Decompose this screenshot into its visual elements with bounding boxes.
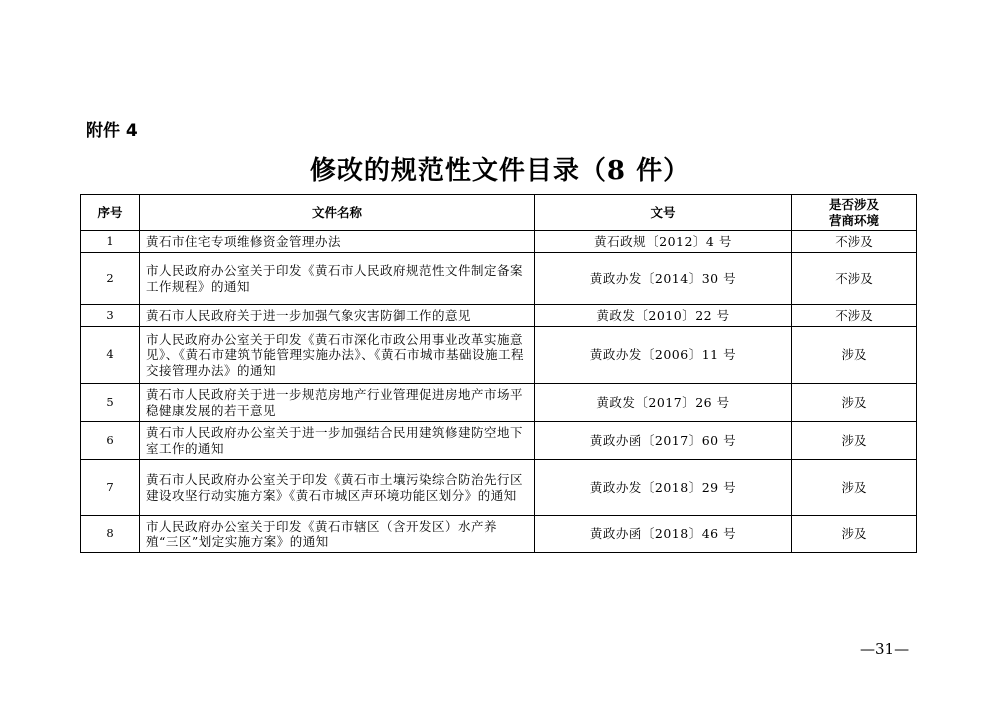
cell-serial-no: 5 bbox=[81, 384, 140, 422]
document-title: 修改的规范性文件目录（8 件） bbox=[309, 156, 691, 186]
cell-business-environment: 不涉及 bbox=[792, 253, 917, 305]
cell-business-environment: 不涉及 bbox=[792, 231, 917, 253]
cell-serial-no: 1 bbox=[81, 231, 140, 253]
table-row bbox=[81, 460, 917, 516]
table-row bbox=[81, 327, 917, 384]
cell-file-name: 黄石市人民政府办公室关于印发《黄石市土壤污染综合防治先行区建设攻坚行动实施方案》《黄石市城区声环境功能区划分》的通知 bbox=[140, 460, 535, 516]
cell-file-name: 市人民政府办公室关于印发《黄石市辖区（含开发区）水产养殖“三区”划定实施方案》的通知 bbox=[140, 516, 535, 553]
cell-document-number: 黄政办函〔2017〕60 号 bbox=[535, 422, 792, 460]
cell-serial-no: 3 bbox=[81, 305, 140, 327]
cell-business-environment: 涉及 bbox=[792, 327, 917, 384]
cell-file-name: 市人民政府办公室关于印发《黄石市人民政府规范性文件制定备案工作规程》的通知 bbox=[140, 253, 535, 305]
cell-file-name: 黄石市人民政府关于进一步加强气象灾害防御工作的意见 bbox=[140, 305, 535, 327]
cell-document-number: 黄政办发〔2006〕11 号 bbox=[535, 327, 792, 384]
attachment-label: 附件 4 bbox=[86, 121, 138, 141]
header-document-number: 文号 bbox=[535, 195, 792, 231]
cell-document-number: 黄政发〔2017〕26 号 bbox=[535, 384, 792, 422]
cell-file-name: 黄石市人民政府办公室关于进一步加强结合民用建筑修建防空地下室工作的通知 bbox=[140, 422, 535, 460]
cell-file-name: 市人民政府办公室关于印发《黄石市深化市政公用事业改革实施意见》、《黄石市建筑节能管理实施办法》、《黄石市城市基础设施工程交接管理办法》的通知 bbox=[140, 327, 535, 384]
cell-business-environment: 涉及 bbox=[792, 422, 917, 460]
table-row bbox=[81, 231, 917, 253]
page-number: —31— bbox=[860, 640, 910, 658]
cell-business-environment: 涉及 bbox=[792, 384, 917, 422]
cell-business-environment: 不涉及 bbox=[792, 305, 917, 327]
cell-document-number: 黄政办发〔2014〕30 号 bbox=[535, 253, 792, 305]
header-business-environment-line2: 营商环境 bbox=[828, 212, 879, 228]
table-header-row bbox=[81, 195, 917, 231]
cell-file-name: 黄石市人民政府关于进一步规范房地产行业管理促进房地产市场平稳健康发展的若干意见 bbox=[140, 384, 535, 422]
cell-document-number: 黄政办函〔2018〕46 号 bbox=[535, 516, 792, 553]
cell-business-environment: 涉及 bbox=[792, 460, 917, 516]
cell-serial-no: 8 bbox=[81, 516, 140, 553]
cell-serial-no: 4 bbox=[81, 327, 140, 384]
file-catalog-table bbox=[80, 194, 917, 553]
table-row bbox=[81, 305, 917, 327]
cell-serial-no: 6 bbox=[81, 422, 140, 460]
cell-business-environment: 涉及 bbox=[792, 516, 917, 553]
cell-file-name: 黄石市住宅专项维修资金管理办法 bbox=[140, 231, 535, 253]
header-file-name: 文件名称 bbox=[140, 195, 535, 231]
table-row bbox=[81, 253, 917, 305]
header-serial-no: 序号 bbox=[81, 195, 140, 231]
table-row bbox=[81, 516, 917, 553]
cell-document-number: 黄政发〔2010〕22 号 bbox=[535, 305, 792, 327]
cell-document-number: 黄政办发〔2018〕29 号 bbox=[535, 460, 792, 516]
table-row bbox=[81, 422, 917, 460]
cell-serial-no: 2 bbox=[81, 253, 140, 305]
header-business-environment-line1: 是否涉及 bbox=[828, 197, 879, 212]
cell-document-number: 黄石政规〔2012〕4 号 bbox=[535, 231, 792, 253]
cell-serial-no: 7 bbox=[81, 460, 140, 516]
table-row bbox=[81, 384, 917, 422]
header-business-environment bbox=[792, 195, 917, 231]
